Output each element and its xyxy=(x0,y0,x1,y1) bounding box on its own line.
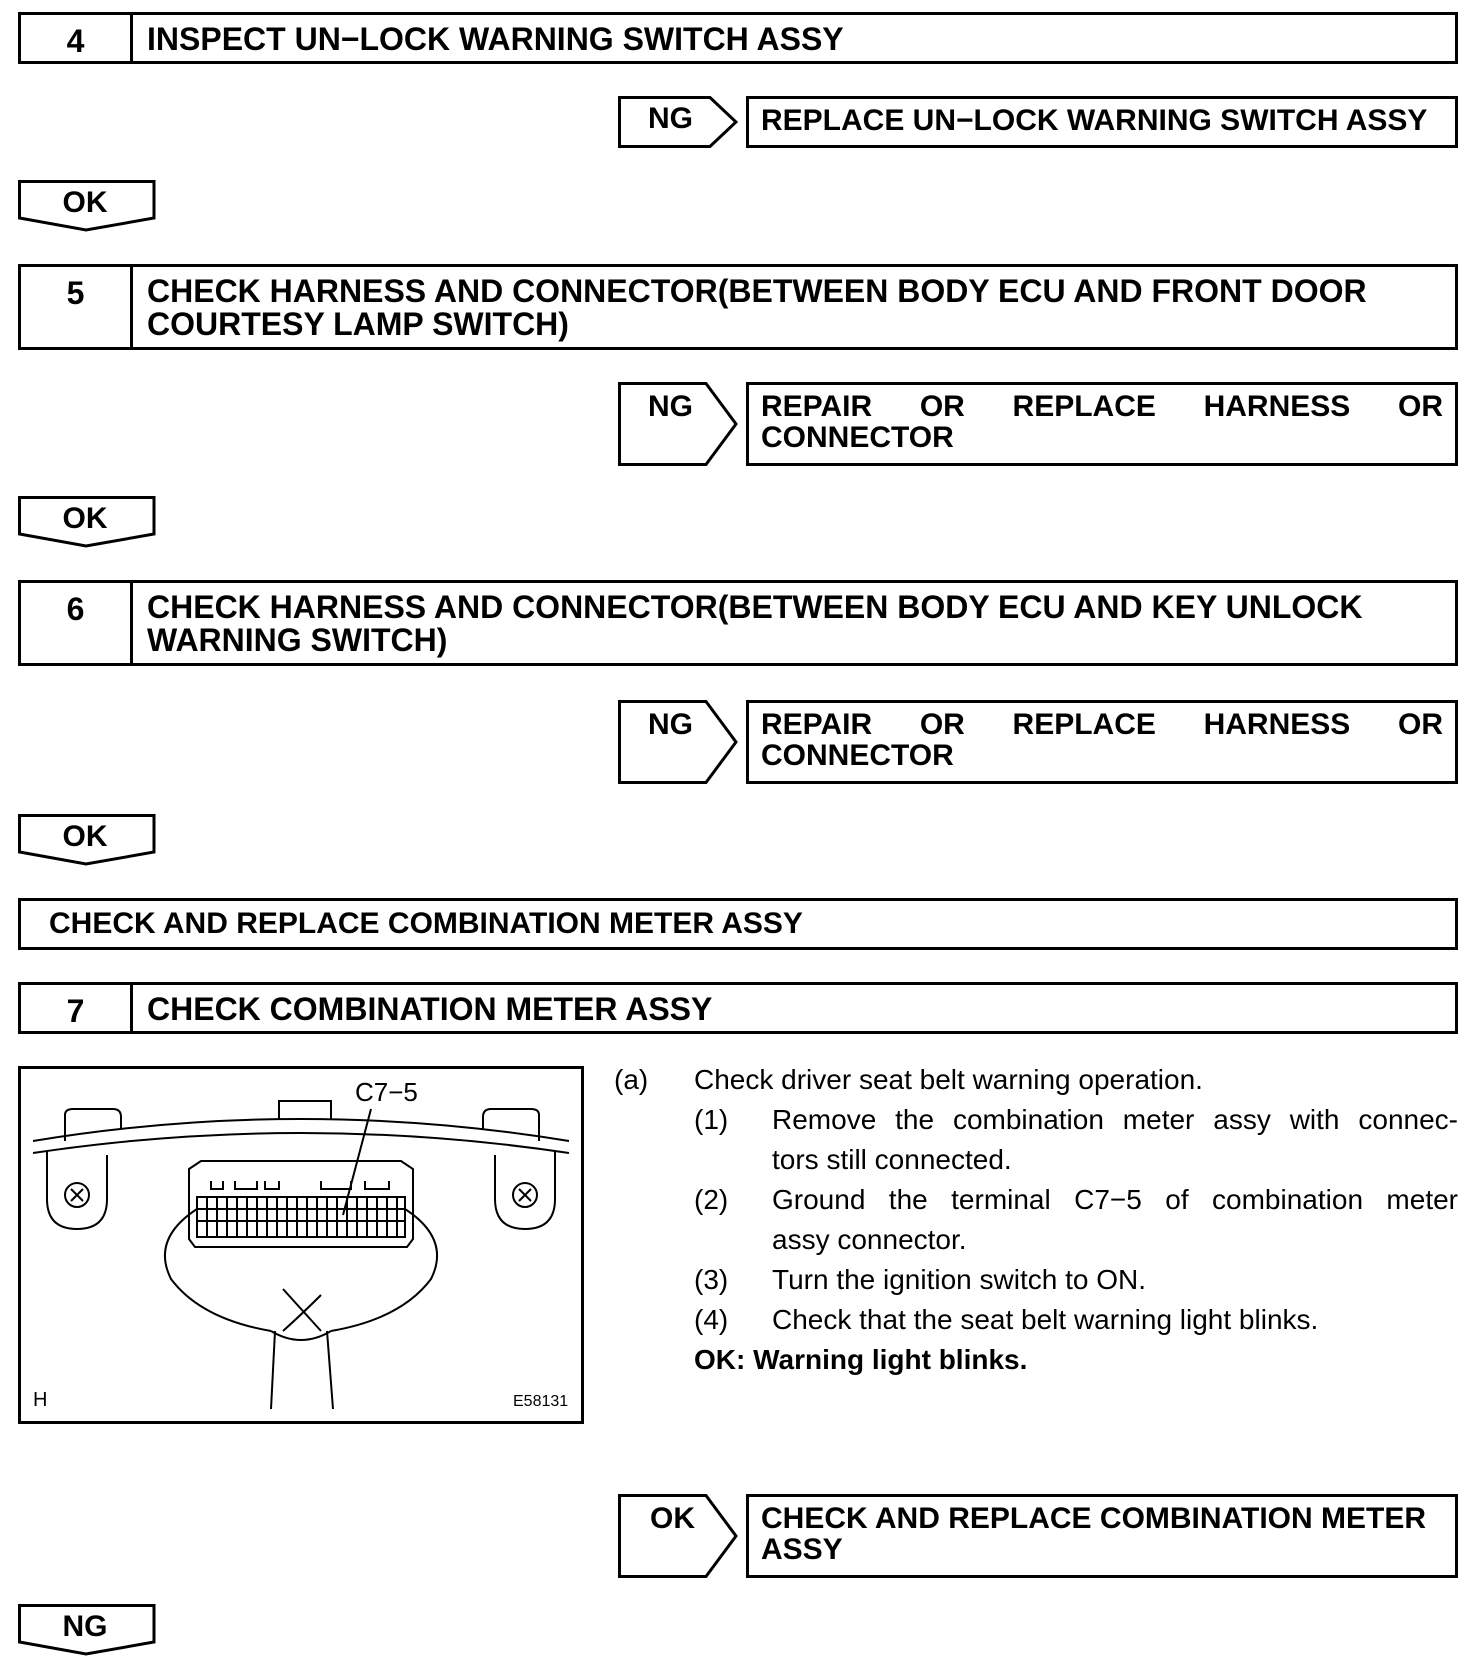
step-title-line: WARNING SWITCH) xyxy=(147,622,448,658)
step5-ng-action xyxy=(746,382,1458,466)
check-replace-banner: CHECK AND REPLACE COMBINATION METER ASSY xyxy=(18,898,1458,950)
action-line: CHECK AND REPLACE COMBINATION METER xyxy=(761,1502,1426,1535)
figure-callout: C7−5 xyxy=(355,1077,418,1107)
step-title: CHECK COMBINATION METER ASSY xyxy=(147,991,713,1027)
instruction-text: assy connector. xyxy=(772,1224,967,1255)
step-5-header xyxy=(18,264,1458,350)
step-title xyxy=(133,267,1455,347)
ok-label: OK xyxy=(62,186,108,219)
ok-arrow-tag xyxy=(18,180,158,232)
combination-meter-connector-illustration xyxy=(21,1069,581,1421)
instruction-a-label: (a) xyxy=(614,1064,649,1095)
ng-label: NG xyxy=(648,390,693,423)
step7-ok-action xyxy=(746,1494,1458,1578)
ng-label: NG xyxy=(648,102,693,135)
ok-label: OK xyxy=(650,1502,695,1535)
ok-arrow-tag xyxy=(18,814,158,866)
step-title xyxy=(133,583,1455,663)
step-number: 4 xyxy=(21,15,133,61)
ok-arrow-tag xyxy=(18,496,158,548)
ng-down-tag xyxy=(18,1604,158,1656)
step-7-header xyxy=(18,982,1458,1034)
step-number: 6 xyxy=(21,583,133,663)
step-number: 5 xyxy=(21,267,133,347)
instruction-label: (2) xyxy=(694,1184,729,1215)
step-4-header xyxy=(18,12,1458,64)
ng-arrow-tag xyxy=(618,96,738,148)
ok-label: OK xyxy=(62,820,108,853)
ok-label: OK xyxy=(62,502,108,535)
action-line: ASSY xyxy=(761,1533,843,1566)
action-line: CONNECTOR xyxy=(761,421,954,454)
ok-arrow-tag xyxy=(618,1494,738,1578)
instruction-text: Turn the ignition switch to ON. xyxy=(772,1264,1147,1295)
figure-corner-left: H xyxy=(33,1389,48,1411)
action-line: REPAIR OR REPLACE HARNESS OR xyxy=(761,708,1443,741)
ng-arrow-tag xyxy=(618,700,738,784)
step-title-line: CHECK HARNESS AND CONNECTOR(BETWEEN BODY ECU AND FRONT DOOR xyxy=(147,273,1367,309)
step4-ng-action: REPLACE UN−LOCK WARNING SWITCH ASSY xyxy=(746,96,1458,148)
step-title-line: CHECK HARNESS AND CONNECTOR(BETWEEN BODY ECU AND KEY UNLOCK xyxy=(147,589,1363,625)
instruction-text: Remove the combination meter assy with connec- xyxy=(772,1104,1458,1135)
figure-id: E58131 xyxy=(513,1393,569,1410)
ng-label: NG xyxy=(648,708,693,741)
instruction-label: (1) xyxy=(694,1104,729,1135)
instruction-text: Ground the terminal C7−5 of combination meter xyxy=(772,1184,1458,1215)
action-line: CONNECTOR xyxy=(761,739,954,772)
action-line: REPAIR OR REPLACE HARNESS OR xyxy=(761,390,1443,423)
instruction-label: (3) xyxy=(694,1264,729,1295)
instruction-label: (4) xyxy=(694,1304,729,1335)
step-title-line: COURTESY LAMP SWITCH) xyxy=(147,306,569,342)
instruction-text: tors still connected. xyxy=(772,1144,1012,1175)
step-number: 7 xyxy=(21,985,133,1031)
step-title: INSPECT UN−LOCK WARNING SWITCH ASSY xyxy=(147,21,844,57)
ok-criteria: OK: Warning light blinks. xyxy=(694,1344,1028,1375)
instruction-text: Check that the seat belt warning light blinks. xyxy=(772,1304,1319,1335)
step-6-header xyxy=(18,580,1458,666)
ng-arrow-tag xyxy=(618,382,738,466)
step6-ng-action xyxy=(746,700,1458,784)
ng-label: NG xyxy=(62,1610,108,1643)
instruction-a-text: Check driver seat belt warning operation. xyxy=(694,1064,1203,1095)
connector-figure xyxy=(18,1066,584,1424)
